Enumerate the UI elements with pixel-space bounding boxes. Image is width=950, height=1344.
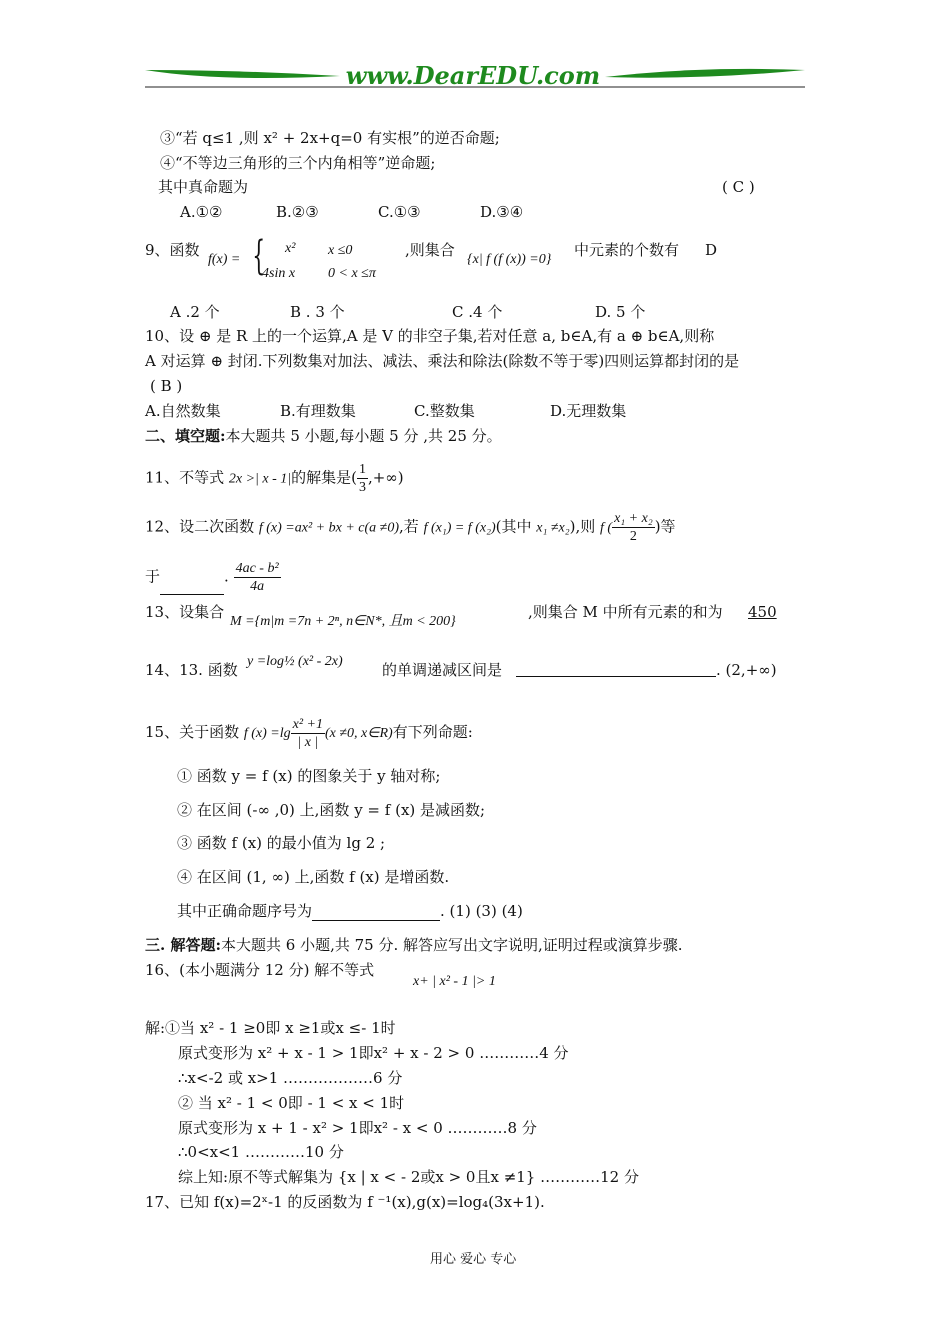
section-3-heading xyxy=(145,935,683,955)
q15-answer-line xyxy=(177,901,523,921)
q11-denominator: 3 xyxy=(358,480,366,495)
q8-option-d: D.③④ xyxy=(480,203,524,221)
section-2-heading xyxy=(145,426,502,446)
q9-option-d: D. 5 个 xyxy=(595,303,646,321)
site-logo-text: www.DearEDU.com xyxy=(345,61,601,90)
q15-fraction-num: x² +1 xyxy=(292,716,323,732)
q14-answer: . (2,+∞) xyxy=(716,661,777,679)
q14-function: y =log½ (x² - 2x) xyxy=(247,654,343,669)
q12-midpoint-fraction xyxy=(612,510,655,545)
q15-prefix: 15、关于函数 xyxy=(145,723,240,741)
q8-question: 其中真命题为 xyxy=(158,178,249,196)
q9-case2-expr: 4sin x xyxy=(262,266,296,281)
q10-line-2: A 对运算 ⊕ 封闭.下列数集对加法、减法、乘法和除法(除数不等于零)四则运算都封闭的是 xyxy=(145,352,740,370)
q10-option-b: B.有理数集 xyxy=(280,402,356,420)
q9-option-a: A .2 个 xyxy=(170,303,220,321)
q12-quadratic: f (x) =ax² + bx + c(a ≠0) xyxy=(258,520,399,536)
q14-prefix: 14、13. 函数 xyxy=(145,661,238,679)
q12-answer-blank xyxy=(160,580,224,595)
q14-answer-blank xyxy=(516,662,716,677)
q15-function-lg: f (x) =lg xyxy=(243,726,291,741)
left-leaf-swoosh xyxy=(145,70,340,78)
q12-line-1 xyxy=(145,510,676,545)
q8-option-b: B.②③ xyxy=(276,203,319,221)
q12-line-2 xyxy=(145,560,281,595)
q12-then: ),则 xyxy=(569,517,596,536)
q10-option-a: A.自然数集 xyxy=(145,402,221,420)
q10-option-d: D.无理数集 xyxy=(550,402,627,420)
q15-proposition-3: ③ 函数 f (x) 的最小值为 lg 2 ; xyxy=(177,834,386,852)
q12-answer-fraction xyxy=(234,560,281,595)
q11-inequality: 2x >| x - 1| xyxy=(228,471,292,487)
q15-suffix: 有下列命题: xyxy=(392,723,473,741)
q9-case1-cond: x ≤0 xyxy=(328,243,353,258)
q15-answer-prompt: 其中正确命题序号为 xyxy=(177,902,313,920)
q12-distinct: x₁ ≠x₂ xyxy=(536,520,570,536)
q15-proposition-1: ① 函数 y = f (x) 的图象关于 y 轴对称; xyxy=(177,767,441,785)
q9-piecewise-brace: { xyxy=(252,233,266,279)
q11-prefix: 11、不等式 xyxy=(145,468,225,487)
q15-line xyxy=(145,712,473,754)
q16-prefix: 16、(本小题满分 12 分) 解不等式 xyxy=(145,961,375,979)
q9-prefix: 9、函数 xyxy=(145,241,200,259)
q16-solution-7: 综上知:原不等式解集为 {x | x < - 2或x > 0且x ≠1} …………12 分 xyxy=(178,1168,639,1186)
q11-numerator: 1 xyxy=(358,462,366,477)
q11-fraction xyxy=(357,461,368,496)
q9-text-end: 中元素的个数有 xyxy=(574,241,680,259)
q12-where: (其中 xyxy=(495,517,532,536)
q8-option-a: A.①② xyxy=(180,203,223,221)
q15-proposition-4: ④ 在区间 (1, ∞) 上,函数 f (x) 是增函数. xyxy=(177,868,450,886)
q12-prefix: 12、设二次函数 xyxy=(145,517,255,536)
q13-prefix: 13、设集合 xyxy=(145,603,225,621)
q10-option-c: C.整数集 xyxy=(414,402,475,420)
q12-midpoint-num: x₁ + x₂ xyxy=(614,511,653,526)
q12-f-open: f ( xyxy=(600,520,613,536)
q17-line: 17、已知 f(x)=2ˣ-1 的反函数为 f ⁻¹(x),g(x)=log₄(3x+1). xyxy=(145,1193,545,1211)
q16-solution-4: ② 当 x² - 1 < 0即 - 1 < x < 1时 xyxy=(178,1094,405,1112)
q15-domain: (x ≠0, x∈R) xyxy=(325,726,393,741)
q12-midpoint-den: 2 xyxy=(629,529,637,544)
q16-inequality: x+ | x² - 1 |> 1 xyxy=(413,974,496,989)
q15-answer: . (1) (3) (4) xyxy=(440,902,523,920)
q15-answer-blank xyxy=(312,906,440,921)
q16-solution-6: ∴0<x<1 …………10 分 xyxy=(178,1143,344,1161)
q12-equal-values: f (x₁) = f (x₂) xyxy=(423,520,496,536)
q8-answer: ( C ) xyxy=(722,178,755,196)
section-3-title: 三. 解答题: xyxy=(145,936,221,954)
q10-line-1: 10、设 ⊕ 是 R 上的一个运算,A 是 V 的非空子集,若对任意 a, b∈A,有 a ⊕ b∈A,则称 xyxy=(145,327,715,345)
section-2-title: 二、填空题: xyxy=(145,427,226,445)
header-banner xyxy=(0,0,950,100)
q16-solution-2: 原式变形为 x² + x - 1 > 1即x² + x - 2 > 0 …………4 分 xyxy=(178,1044,569,1062)
q9-set-expr: {x| f (f (x)) =0} xyxy=(467,252,552,267)
q9-function-name: f(x) = xyxy=(208,252,241,267)
q9-case1-expr: x² xyxy=(285,241,296,256)
q9-option-c: C .4 个 xyxy=(452,303,503,321)
q16-solution-3: ∴x<-2 或 x>1 ………………6 分 xyxy=(178,1069,403,1087)
q11-end: ,+∞) xyxy=(367,468,404,487)
q9-option-b: B . 3 个 xyxy=(290,303,345,321)
q8-statement-3: ③“若 q≤1 ,则 x² + 2x+q=0 有实根”的逆否命题; xyxy=(160,129,500,147)
q12-yu: 于 xyxy=(145,567,161,586)
q9-text-mid: ,则集合 xyxy=(405,241,455,259)
q16-solution-5: 原式变形为 x + 1 - x² > 1即x² - x < 0 …………8 分 xyxy=(178,1119,537,1137)
q9-answer: D xyxy=(705,241,718,259)
section-2-description: 本大题共 5 小题,每小题 5 分 ,共 25 分。 xyxy=(225,427,502,445)
q12-period: . xyxy=(224,567,229,586)
q11-mid: 的解集是( xyxy=(291,468,357,487)
q12-answer-num: 4ac - b² xyxy=(235,561,279,576)
q13-question: ,则集合 M 中所有元素的和为 xyxy=(528,603,723,621)
q10-answer: ( B ) xyxy=(150,377,183,395)
q16-solution-1: 解:①当 x² - 1 ≥0即 x ≥1或x ≤- 1时 xyxy=(145,1019,396,1037)
q15-fraction-den: | x | xyxy=(297,734,319,750)
q15-fraction xyxy=(291,716,325,751)
q14-question: 的单调递减区间是 xyxy=(382,661,503,679)
q13-answer: 450 xyxy=(748,603,777,621)
q12-answer-den: 4a xyxy=(250,579,265,594)
q11-line xyxy=(145,461,404,496)
page-footer: 用心 爱心 专心 xyxy=(430,1252,517,1267)
q13-set-definition: M ={m|m =7n + 2ⁿ, n∈N*, 且m < 200} xyxy=(230,614,456,629)
q15-proposition-2: ② 在区间 (-∞ ,0) 上,函数 y = f (x) 是减函数; xyxy=(177,801,486,819)
q9-case2-cond: 0 < x ≤π xyxy=(328,266,376,281)
q12-equals: )等 xyxy=(654,517,676,536)
q8-option-c: C.①③ xyxy=(378,203,421,221)
right-leaf-swoosh xyxy=(605,69,805,78)
q12-if: ,若 xyxy=(399,517,419,536)
section-3-description: 本大题共 6 小题,共 75 分. 解答应写出文字说明,证明过程或演算步骤. xyxy=(220,936,683,954)
q8-statement-4: ④“不等边三角形的三个内角相等”逆命题; xyxy=(160,154,436,172)
